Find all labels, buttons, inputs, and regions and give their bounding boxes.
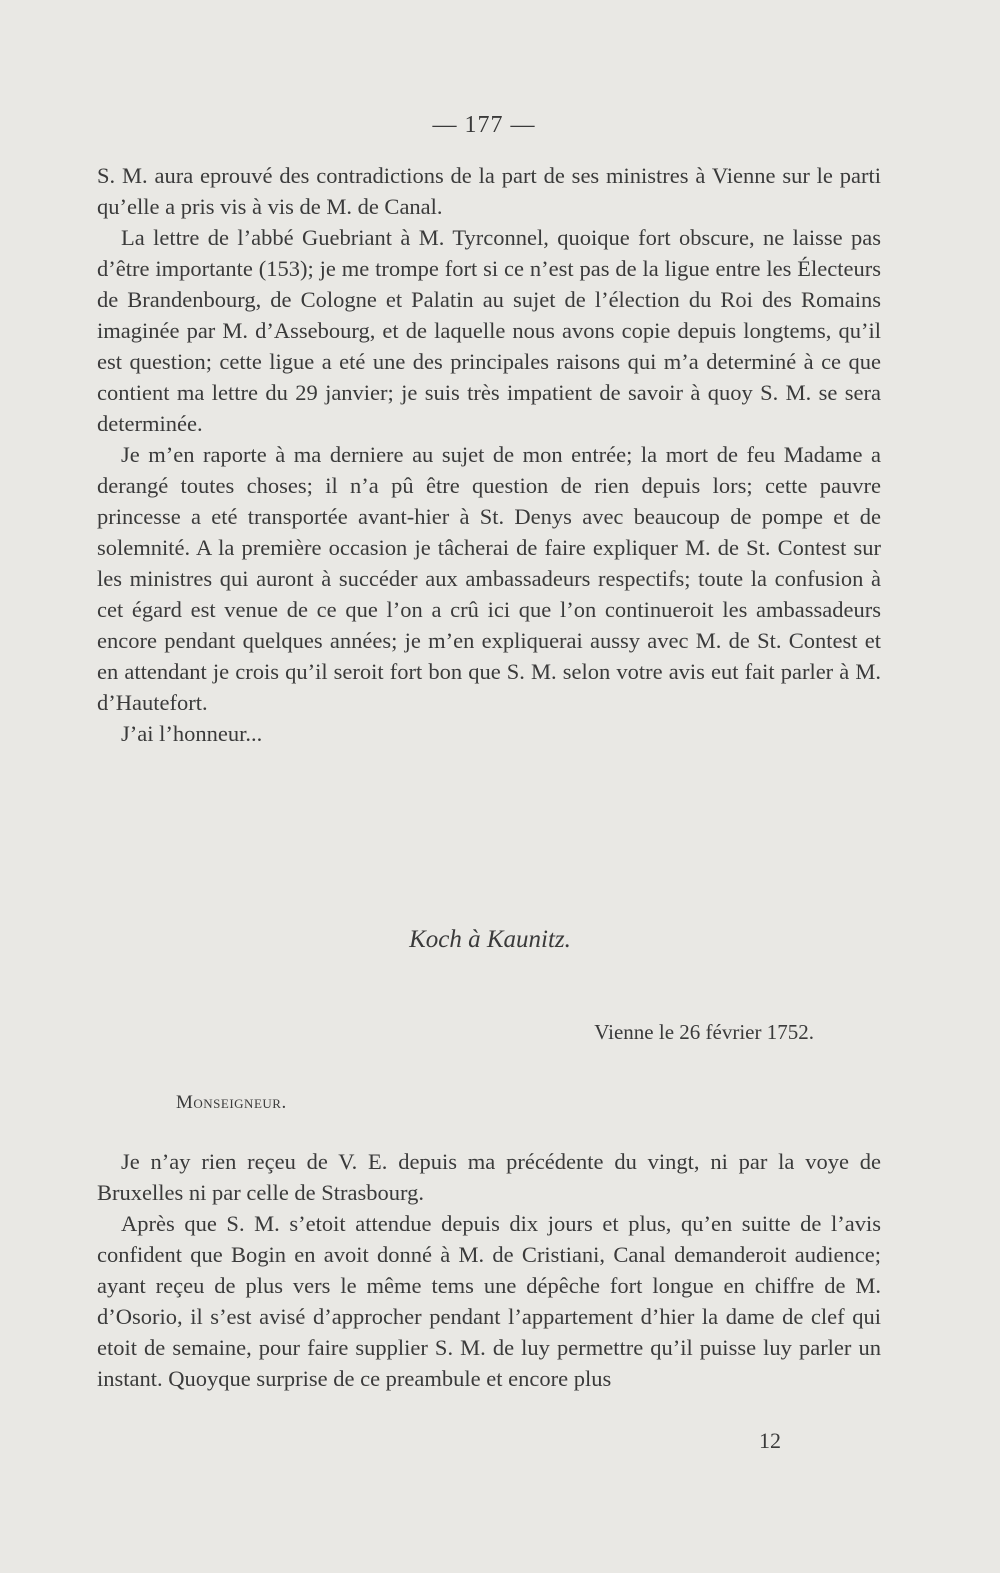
letter-heading: Koch à Kaunitz. [409, 926, 571, 953]
signature-mark: 12 [759, 1428, 781, 1453]
paragraph: Je m’en raporte à ma derniere au sujet de mon entrée; la mort de feu Madame a derangé toutes choses; il n’a pû être question de rien depuis lors; cette pauvre princesse a eté transportée avant-hier à St. Denys avec beaucoup de pompe et de solemnité. A la première occasion je tâcherai de faire expliquer M. de St. Contest sur les ministres qui auront à succéder aux ambassadeurs respectifs; toute la confusion à cet égard est venue de ce que l’on a crû ici que l’on continueroit les ambassadeurs encore pendant quelques années; je m’en expliquerai aussy avec M. de St. Contest et en attendant je crois qu’il seroit fort bon que S. M. selon votre avis eut fait parler à M. d’Hautefort. [97, 442, 881, 715]
page-number: — 177 — [432, 112, 536, 138]
paragraph: Après que S. M. s’etoit attendue depuis dix jours et plus, qu’en suitte de l’avis confident que Bogin en avoit donné à M. de Cristiani, Canal demanderoit audience; ayant reçeu de plus vers le même tems une dépêche fort longue en chiffre de M. d’Osorio, il s’est avisé d’approcher pendant l’appartement d’hier la dame de clef qui etoit de semaine, pour faire supplier S. M. de luy permettre qu’il puisse luy parler un instant. Quoyque surprise de ce preambule et encore plus [97, 1211, 881, 1391]
letter-body [97, 1146, 881, 1394]
paragraph: La lettre de l’abbé Guebriant à M. Tyrconnel, quoique fort obscure, ne laisse pas d’être importante (153); je me trompe fort si ce n’est pas de la ligue entre les Électeurs de Brandenbourg, de Cologne et Palatin au sujet de l’élection du Roi des Romains imaginée par M. d’Assebourg, et de laquelle nous avons copie depuis longtems, qu’il est question; cette ligue a eté une des principales raisons qui m’a determiné à ce que contient ma lettre du 29 janvier; je suis très impatient de savoir à quoy S. M. se sera determinée. [97, 225, 881, 436]
letter-body-continued [97, 160, 881, 749]
salutation: Monseigneur. [176, 1092, 287, 1113]
paragraph: S. M. aura eprouvé des contradictions de la part de ses ministres à Vienne sur le parti qu’elle a pris vis à vis de M. de Canal. [97, 163, 881, 219]
closing-line: J’ai l’honneur... [121, 721, 263, 746]
paragraph: Je n’ay rien reçeu de V. E. depuis ma précédente du vingt, ni par la voye de Bruxelles ni par celle de Strasbourg. [97, 1149, 881, 1205]
dateline: Vienne le 26 février 1752. [594, 1020, 814, 1044]
